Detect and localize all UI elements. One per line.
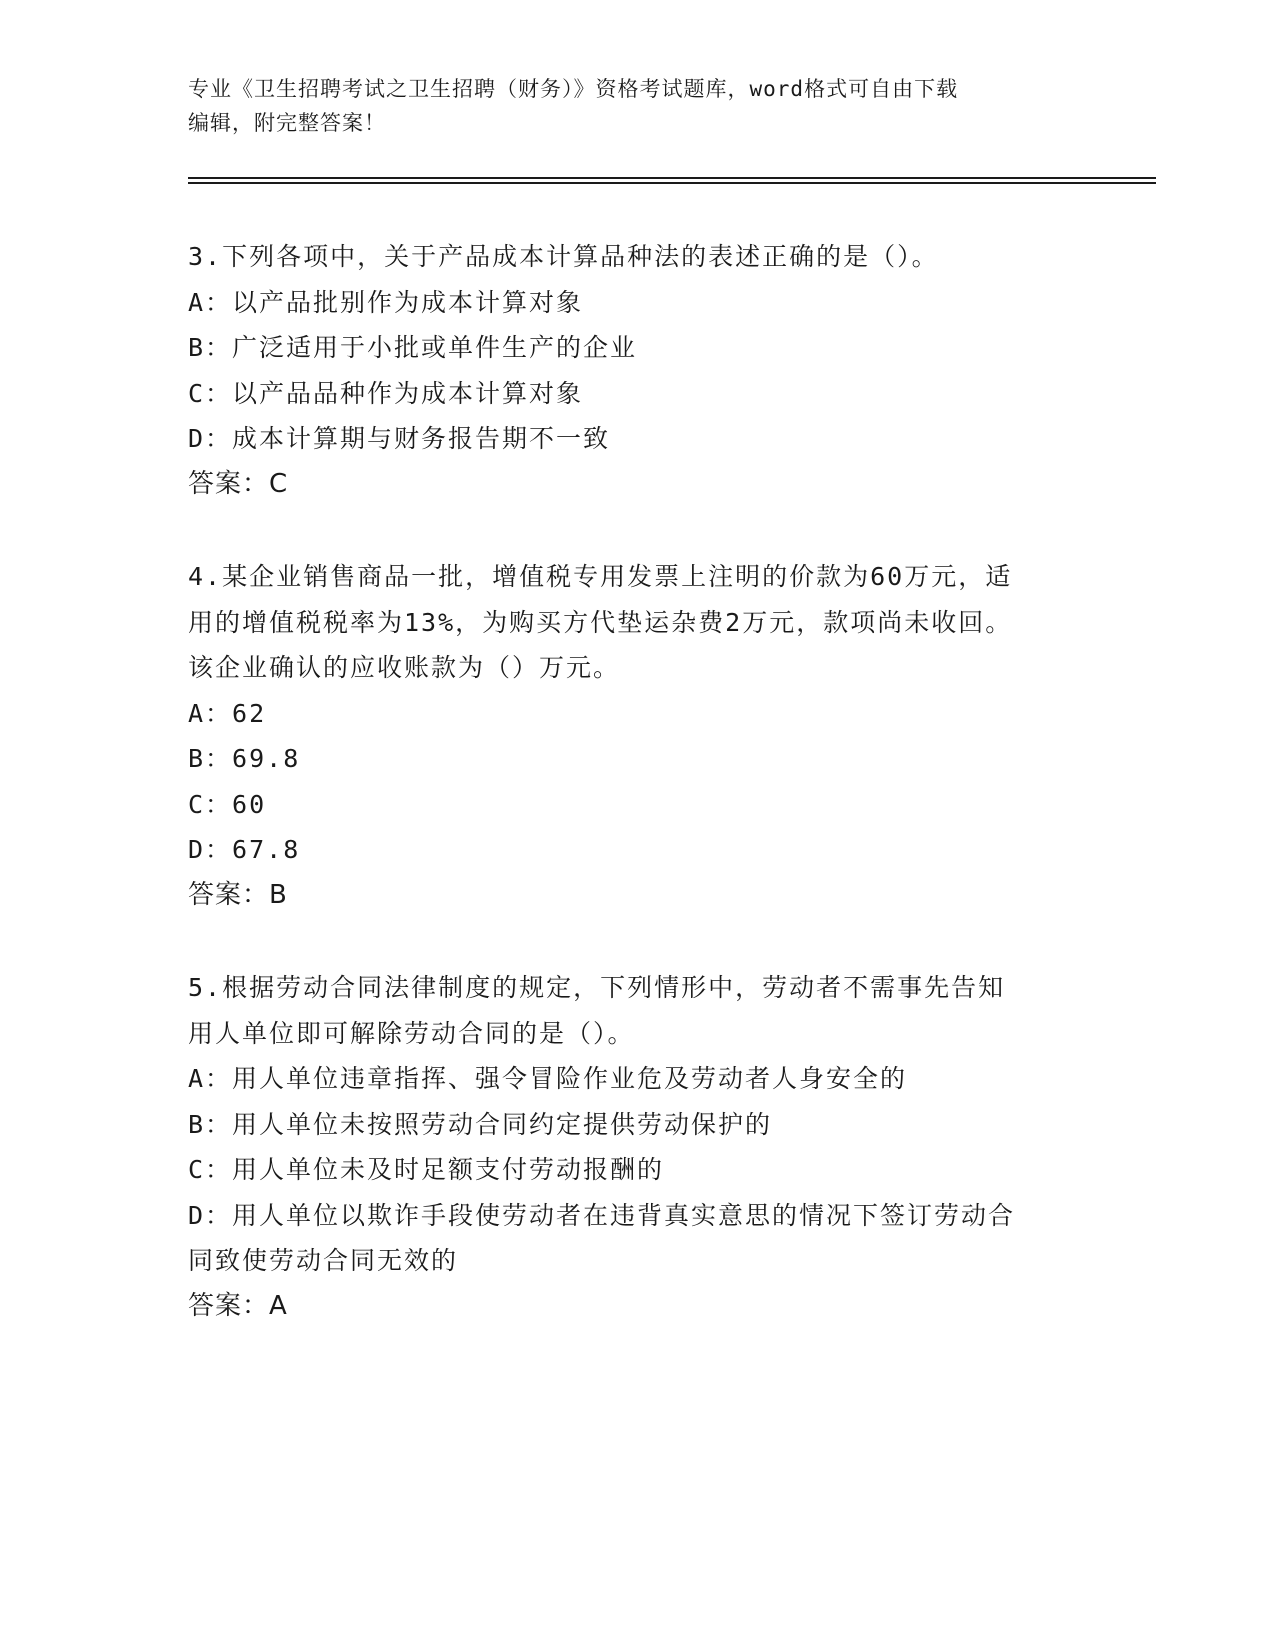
option-d-continuation: 同致使劳动合同无效的 — [188, 1246, 459, 1275]
answer-line: 答案：C — [188, 468, 289, 499]
question-stem-line: 该企业确认的应收账款为（）万元。 — [188, 653, 621, 682]
option-c: C：用人单位未及时足额支付劳动报酬的 — [188, 1155, 665, 1184]
option-d: D：67.8 — [188, 835, 301, 864]
answer-line: 答案：A — [188, 1290, 288, 1321]
question-stem-line: 5.根据劳动合同法律制度的规定，下列情形中，劳动者不需事先告知 — [188, 973, 1006, 1002]
header-line-2: 编辑，附完整答案！ — [188, 111, 386, 135]
option-b: B：用人单位未按照劳动合同约定提供劳动保护的 — [188, 1109, 773, 1139]
option-b: B：广泛适用于小批或单件生产的企业 — [188, 333, 638, 362]
header-line-1: 专业《卫生招聘考试之卫生招聘（财务）》资格考试题库，word格式可自由下载 — [188, 77, 959, 101]
option-b: B：69.8 — [188, 744, 301, 773]
option-c: C：以产品品种作为成本计算对象 — [188, 378, 584, 408]
question-3 — [188, 234, 1088, 507]
option-a: A：用人单位违章指挥、强令冒险作业危及劳动者人身安全的 — [188, 1064, 908, 1093]
option-c: C：60 — [188, 789, 267, 819]
option-a: A：以产品批别作为成本计算对象 — [188, 287, 584, 317]
option-a: A：62 — [188, 698, 267, 728]
question-stem-line: 3.下列各项中，关于产品成本计算品种法的表述正确的是（）。 — [188, 242, 939, 271]
header-divider-top — [188, 177, 1156, 179]
document-header — [188, 72, 1088, 140]
question-stem-line: 用的增值税税率为13%，为购买方代垫运杂费2万元，款项尚未收回。 — [188, 607, 1013, 637]
question-4 — [188, 554, 1088, 918]
answer-line: 答案：B — [188, 879, 288, 910]
header-divider-bottom — [188, 182, 1156, 184]
question-stem-line: 用人单位即可解除劳动合同的是（）。 — [188, 1018, 635, 1048]
option-d: D：成本计算期与财务报告期不一致 — [188, 424, 611, 453]
question-5 — [188, 965, 1088, 1329]
option-d: D：用人单位以欺诈手段使劳动者在违背真实意思的情况下签订劳动合 — [188, 1200, 1016, 1230]
question-stem-line: 4.某企业销售商品一批，增值税专用发票上注明的价款为60万元，适 — [188, 562, 1013, 591]
